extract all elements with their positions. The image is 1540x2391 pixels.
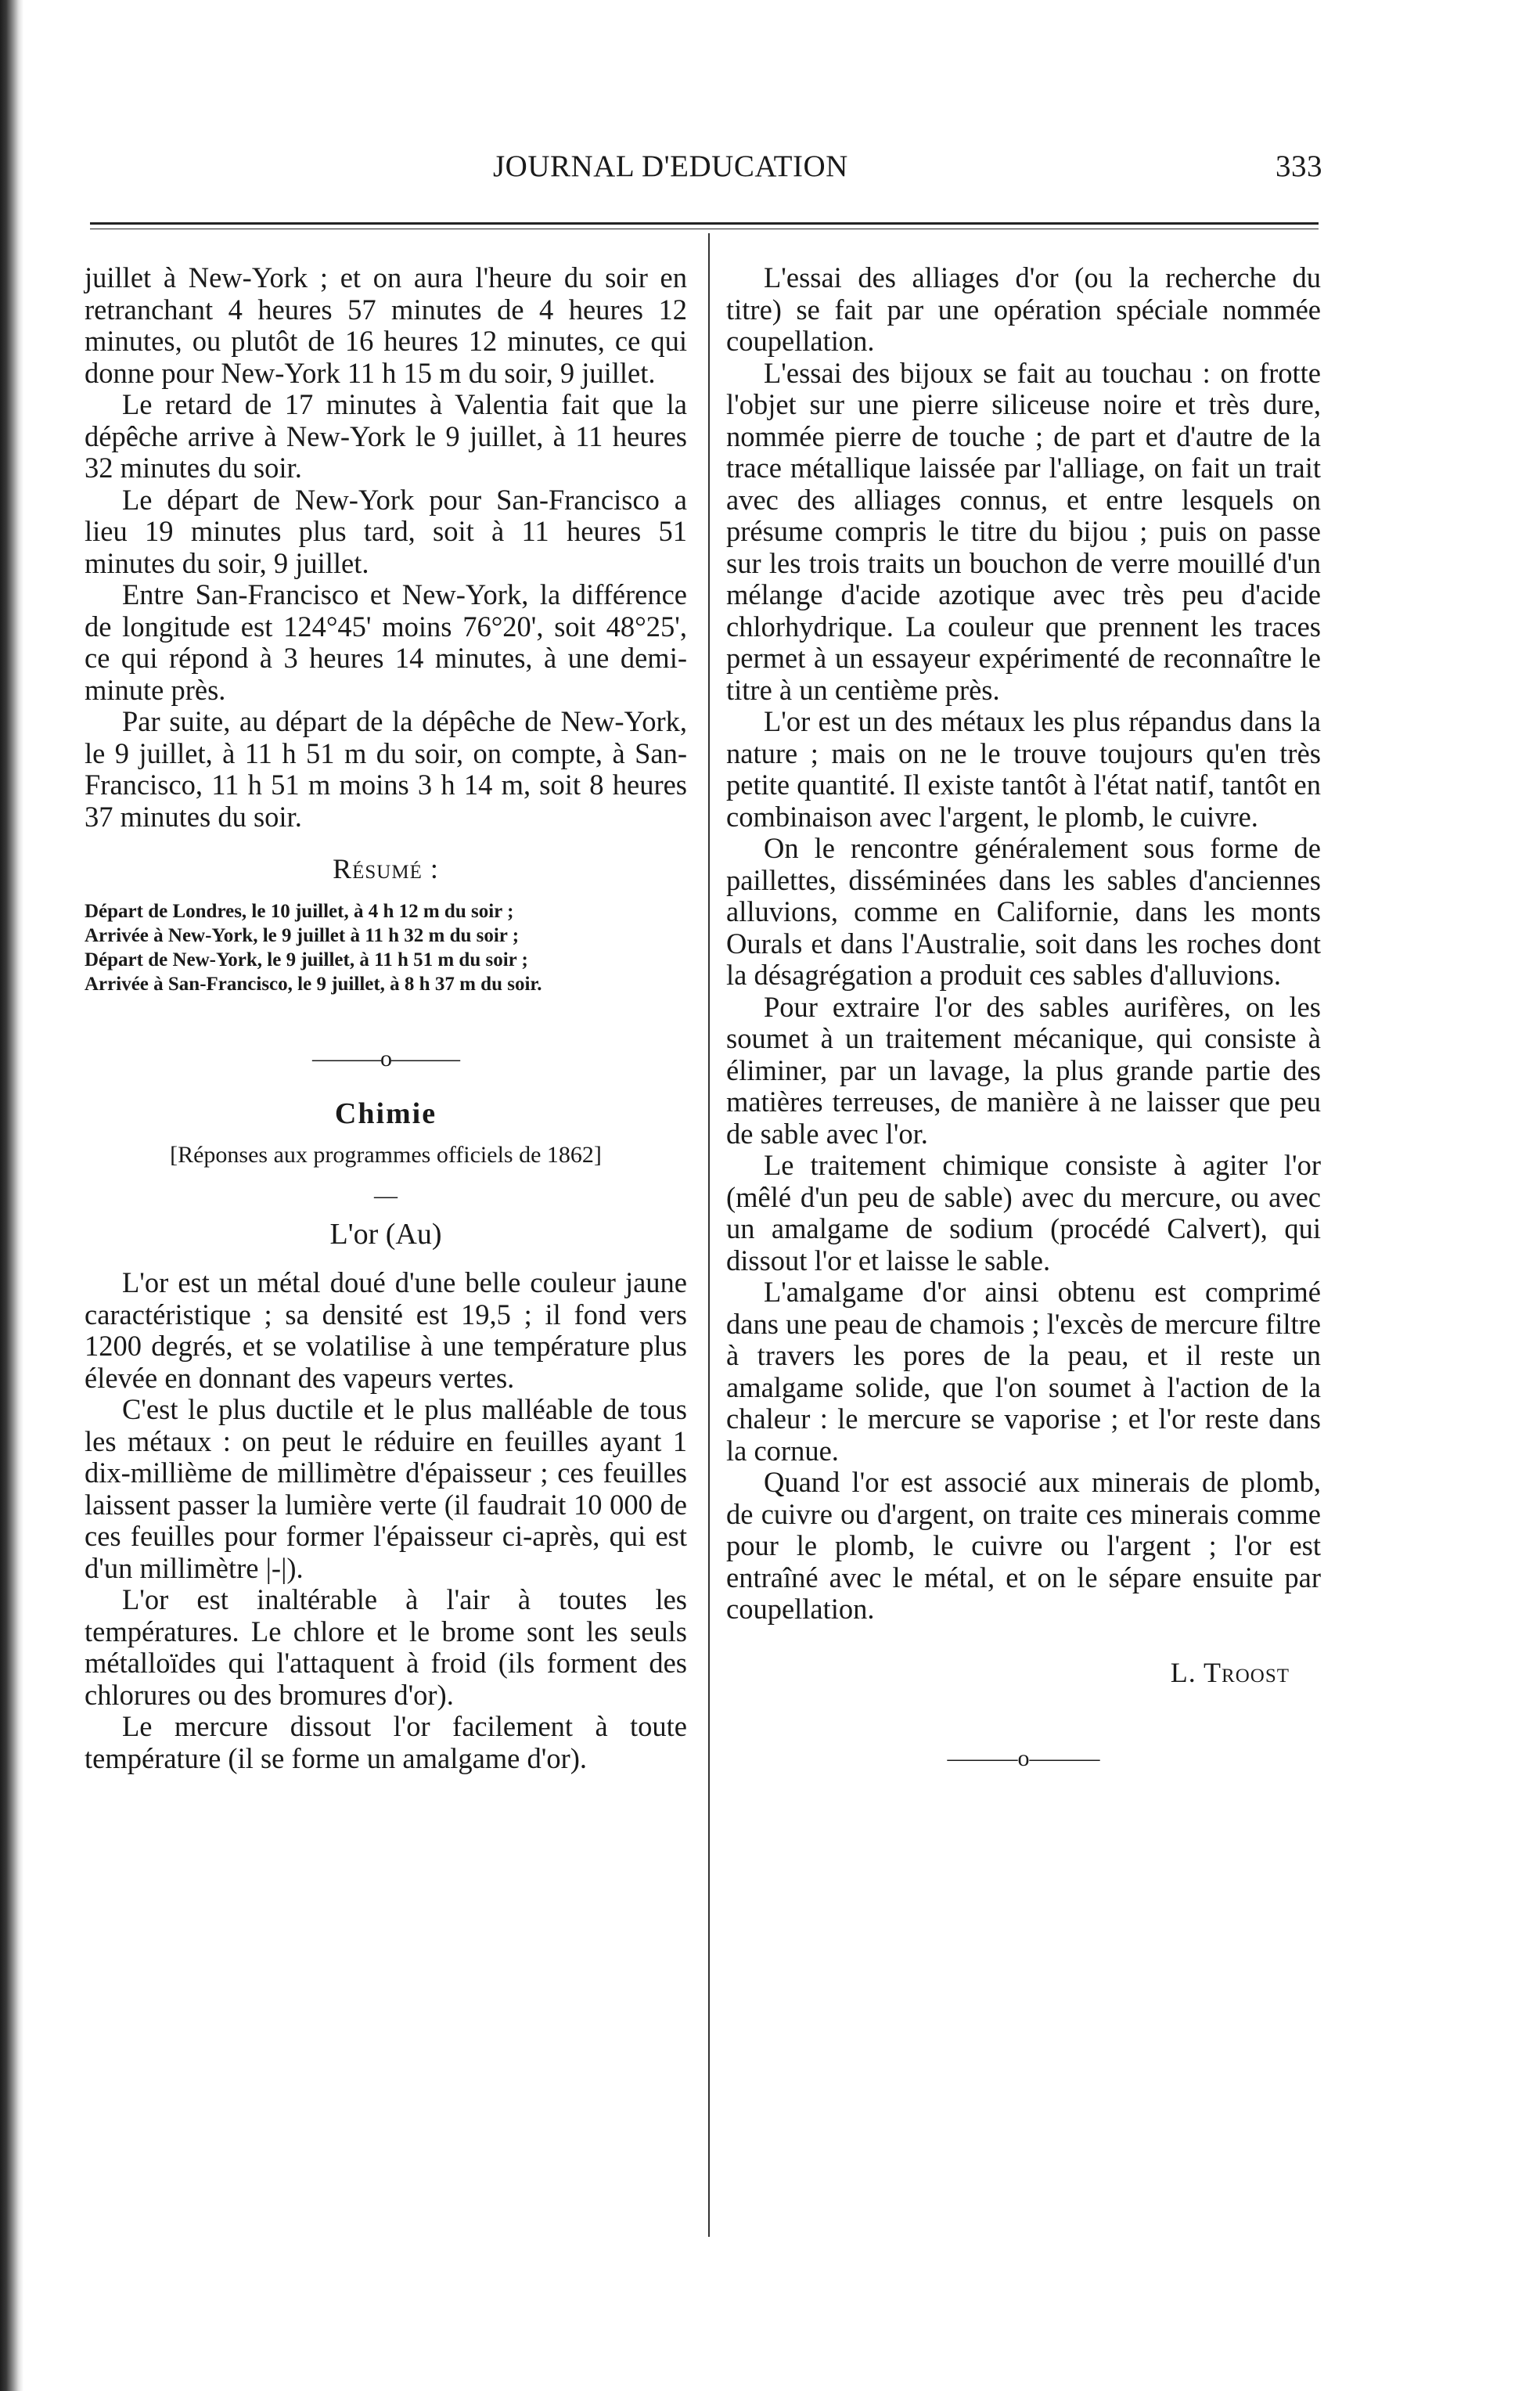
page-binding-shadow — [0, 0, 23, 2391]
paragraph: Le départ de New-York pour San-Francisco a lieu 19 minutes plus tard, soit à 11 heures 51 minutes du soir, 9 juillet. — [85, 483, 687, 579]
page-header — [70, 149, 1322, 196]
resume-line: Arrivée à New-York, le 9 juillet à 11 h 32 m du soir ; — [85, 924, 520, 946]
paragraph: Par suite, au départ de la dépêche de New-York, le 9 juillet, à 11 h 51 m du soir, on compte, à San-Francisco, 11 h 51 m moins 3 h 14 m, soit 8 heures 37 minutes du soir. — [85, 705, 687, 833]
paragraph: juillet à New-York ; et on aura l'heure du soir en retranchant 4 heures 57 minutes de 4 heures 12 minutes, ou plutôt de 16 heures 12 minutes, ce qui donne pour New-York 11 h 15 m du soir, 9 juillet. — [85, 261, 687, 389]
paragraph: L'or est un des métaux les plus répandus dans la nature ; mais on ne le trouve toujours qu'en très petite quantité. Il existe tantôt à l'état natif, tantôt en combinaison avec l'argent, le plomb, le cuivre. — [726, 705, 1321, 833]
end-ornament: ———o——— — [947, 1745, 1100, 1771]
right-column — [726, 262, 1321, 1775]
resume-list — [85, 899, 687, 996]
left-column — [85, 262, 687, 1774]
section-subtitle: [Réponses aux programmes officiels de 1862] — [170, 1141, 602, 1168]
resume-line: Départ de New-York, le 9 juillet, à 11 h 51 m du soir ; — [85, 949, 528, 970]
section-ornament: ———o——— — [312, 1045, 459, 1071]
header-rule-thick — [90, 222, 1319, 225]
paragraph: Pour extraire l'or des sables aurifères, on les soumet à un traitement mécanique, qui consiste à éliminer, par un lavage, la plus grande partie des matières terreuses, de manière à ne laisser que peu de sable avec l'or. — [726, 990, 1321, 1150]
paragraph: Entre San-Francisco et New-York, la différence de longitude est 124°45' moins 76°20', soit 48°25', ce qui répond à 3 heures 14 minutes, à une demi-minute près. — [85, 578, 687, 706]
article-title: L'or (Au) — [329, 1217, 442, 1251]
paragraph: Le mercure dissout l'or facilement à toute température (il se forme un amalgame d'or). — [85, 1710, 687, 1774]
paragraph: Le traitement chimique consiste à agiter l'or (mêlé d'un peu de sable) avec du mercure, ou avec un amalgame de sodium (procédé Calvert), qui dissout l'or et laisse le sable. — [726, 1149, 1321, 1277]
page-number: 333 — [1276, 149, 1322, 183]
paragraph: Le retard de 17 minutes à Valentia fait que la dépêche arrive à New-York le 9 juillet, à 11 heures 32 minutes du soir. — [85, 388, 687, 484]
paragraph: L'amalgame d'or ainsi obtenu est comprimé dans une peau de chamois ; l'excès de mercure filtre à travers les pores de la peau, et il reste un amalgame solide, que l'on soumet à l'action de la chaleur : le mercure se vaporise ; et l'or reste dans la cornue. — [726, 1276, 1321, 1467]
section-title: Chimie — [334, 1097, 437, 1130]
paragraph: C'est le plus ductile et le plus malléable de tous les métaux : on peut le réduire en feuilles ayant 1 dix-millième de millimètre d'épaisseur ; ces feuilles laissent passer la lumière verte (il faudrait 10 000 de ces feuilles pour former l'épaisseur ci-après, qui est d'un millimètre |-|). — [85, 1393, 687, 1584]
paragraph: On le rencontre généralement sous forme de paillettes, disséminées dans les sables d'anciennes alluvions, comme en Californie, dans les monts Ourals et dans l'Australie, soit dans les roches dont la désagrégation a produit ces sables d'alluvions. — [726, 832, 1321, 991]
paragraph: L'or est inaltérable à l'air à toutes les températures. Le chlore et le brome sont les seuls métalloïdes qui l'attaquent à froid (ils forment des chlorures ou des bromures d'or). — [85, 1583, 687, 1711]
resume-title: Résumé : — [333, 853, 439, 884]
paragraph: L'essai des bijoux se fait au touchau : on frotte l'objet sur une pierre siliceuse noire et très dure, nommée pierre de touche ; de part et d'autre de la trace métallique laissée par l'alliage, on fait un trait avec des alliages connus, et entre lesquels on présume compris le titre du bijou ; puis on passe sur les trois traits un bouchon de verre mouillé d'un mélange d'acide azotique avec très peu d'acide chlorhydrique. La couleur que prennent les traces permet à un essayeur expérimenté de reconnaître le titre à un centième près. — [726, 356, 1321, 706]
resume-line: Départ de Londres, le 10 juillet, à 4 h 12 m du soir ; — [85, 900, 514, 922]
paragraph: L'or est un métal doué d'une belle couleur jaune caractéristique ; sa densité est 19,5 ; il fond vers 1200 degrés, et se volatilise à une température plus élevée en donnant des vapeurs vertes. — [85, 1266, 687, 1394]
paragraph: Quand l'or est associé aux minerais de plomb, de cuivre ou d'argent, on traite ces minerais comme pour le plomb, le cuivre ou l'argent ; l'or est entraîné avec le métal, et on le sépare ensuite par coupellation. — [726, 1466, 1321, 1625]
resume-line: Arrivée à San-Francisco, le 9 juillet, à 8 h 37 m du soir. — [85, 973, 542, 995]
author-signature: L. Troost — [1170, 1656, 1290, 1688]
title-dash: — — [374, 1183, 398, 1208]
journal-title: JOURNAL D'EDUCATION — [493, 149, 848, 183]
column-divider — [708, 233, 710, 2237]
paragraph: L'essai des alliages d'or (ou la recherche du titre) se fait par une opération spéciale nommée coupellation. — [726, 261, 1321, 357]
